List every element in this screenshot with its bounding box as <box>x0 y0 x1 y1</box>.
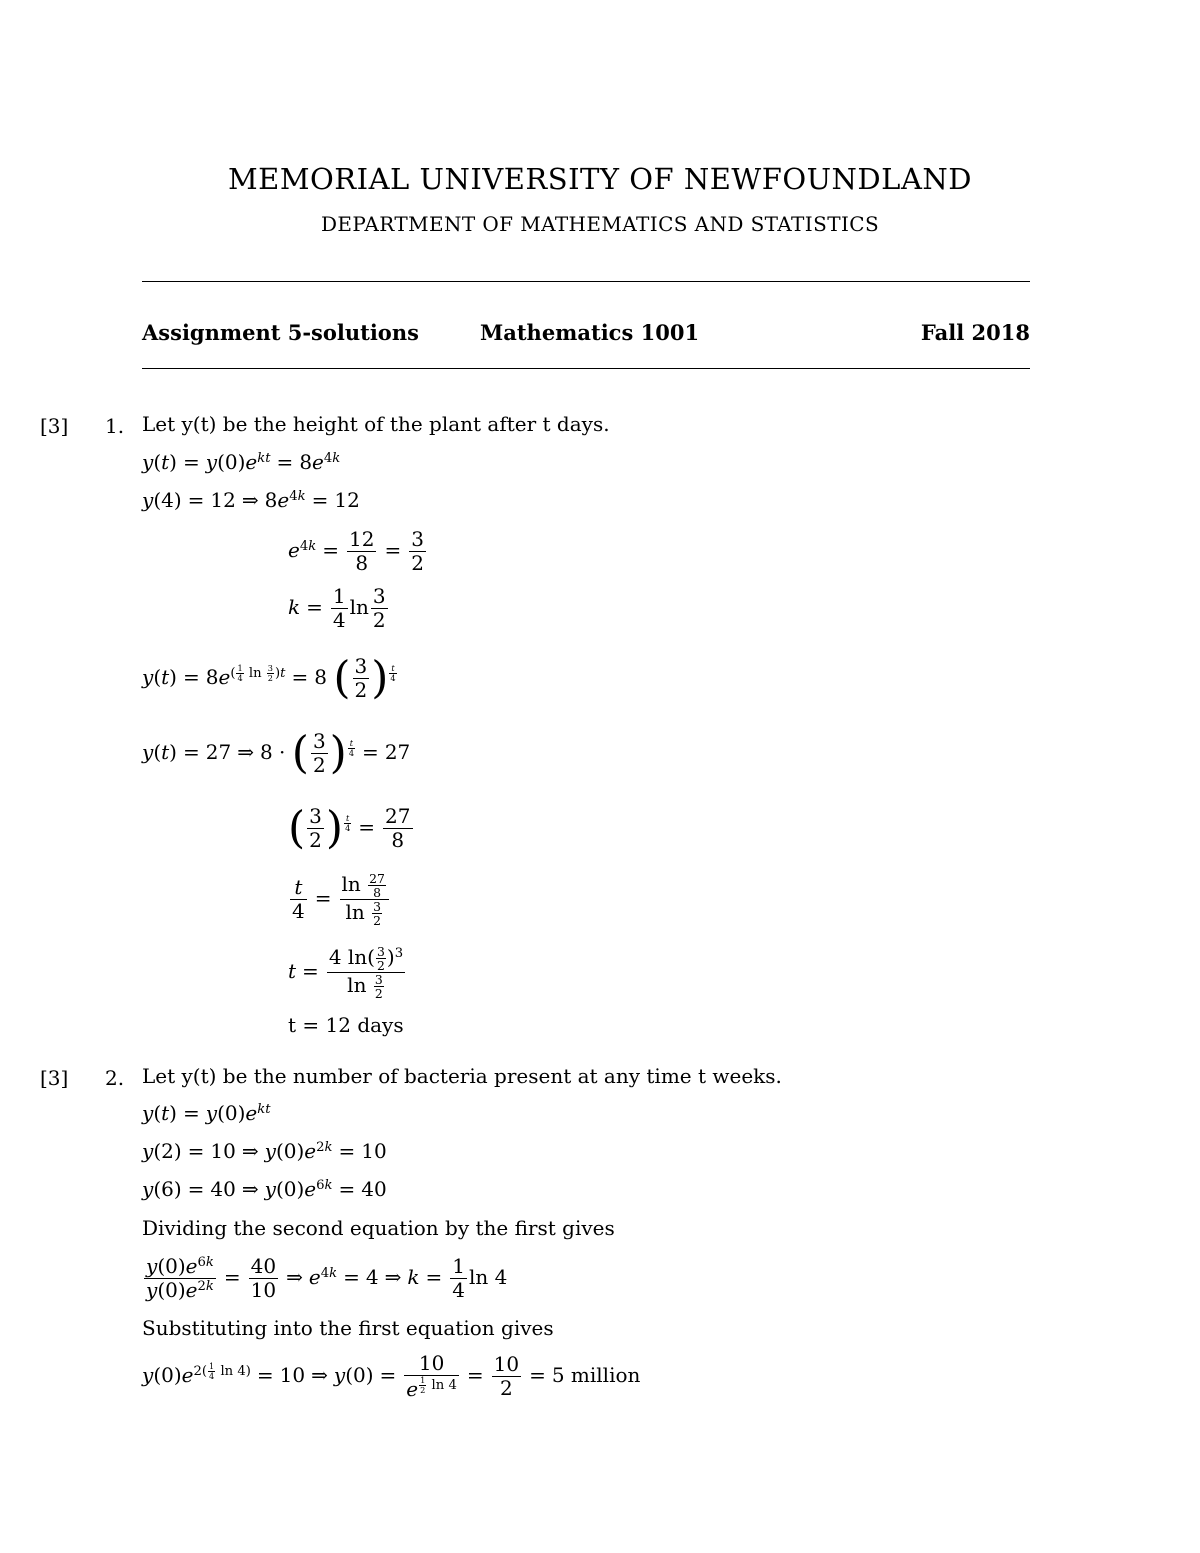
equation-2-4: $\frac{y(0)e^{6k}}{y(0)e^{2k}}$ = $\frac{40}{10}$ ⇒ $e^{4k} = 4$ ⇒ k = $\frac{1}{4}$ ln 4 <box>146 1254 508 1302</box>
equation-1-2: y(4) = 12 ⇒ $8e^{4k} = 12$ <box>142 488 360 512</box>
problem-2-marks: [3] <box>40 1066 69 1090</box>
problem-1-number: 1. <box>105 414 125 438</box>
bottom-rule <box>142 368 1030 369</box>
problem-2-substitute-text: Substituting into the first equation gives <box>142 1316 554 1340</box>
equation-1-7: ( $\frac{3}{2}$ ) $^{\frac{t}{4}}$ = $\frac{27}{8}$ <box>288 802 411 854</box>
equation-1-3: $e^{4k}$ = $\frac{12}{8}$ = $\frac{3}{2}$ <box>288 527 424 575</box>
top-rule <box>142 281 1030 282</box>
term-label: Fall 2018 <box>920 320 1030 345</box>
equation-2-5: $y(0)e^{2( \frac{1}{4} ln 4)} = 10$ ⇒ y(0) = 10 e $^{\frac{1}{2} ln 4}$ = $\frac{10}{2}$ = 5 million <box>142 1351 641 1401</box>
university-title: MEMORIAL UNIVERSITY OF NEWFOUNDLAND <box>227 162 973 196</box>
problem-2-divide-text: Dividing the second equation by the first gives <box>142 1216 615 1240</box>
equation-1-9: t = 4 ln( $\frac{3}{2}$ )$^3$ ln $\frac{3}{2}$ <box>288 944 404 1002</box>
course-title: Mathematics 1001 <box>480 320 700 345</box>
problem-2-final-answer: 5 million <box>551 1362 641 1387</box>
equation-2-3: y(6) = 40 ⇒ $y(0)e^{6k} = 40$ <box>142 1177 387 1201</box>
equation-1-4: k = $\frac{1}{4}$ ln $\frac{3}{2}$ <box>288 584 386 632</box>
equation-2-1: $y(t) = y(0)e^{kt}$ <box>142 1101 271 1125</box>
equation-1-5: $y(t) = 8e^{( \frac{1}{4} ln \frac{3}{2} )t} = 8$ ( $\frac{3}{2}$ ) $^{\frac{t}{4}}$ <box>142 652 396 704</box>
equation-1-8: $\frac{t}{4}$ = ln $\frac{27}{8}$ ln $\frac{3}{2}$ <box>288 872 391 927</box>
problem-2-intro: Let y(t) be the number of bacteria present at any time t weeks. <box>142 1064 782 1088</box>
department-title: DEPARTMENT OF MATHEMATICS AND STATISTICS <box>320 212 880 236</box>
problem-1-intro: Let y(t) be the height of the plant after t days. <box>142 412 610 436</box>
problem-2-number: 2. <box>105 1066 125 1090</box>
problem-1-conclusion: t = 12 days <box>288 1013 404 1037</box>
equation-2-2: y(2) = 10 ⇒ $y(0)e^{2k} = 10$ <box>142 1139 387 1163</box>
equation-1-1: $y(t) = y(0)e^{kt} = 8e^{4k}$ <box>142 450 341 474</box>
assignment-title: Assignment 5-solutions <box>142 320 419 345</box>
problem-1-marks: [3] <box>40 414 69 438</box>
equation-1-6: y(t) = 27 ⇒ 8 · ( $\frac{3}{2}$ ) $^{\frac{t}{4}}$ = 27 <box>142 727 411 779</box>
